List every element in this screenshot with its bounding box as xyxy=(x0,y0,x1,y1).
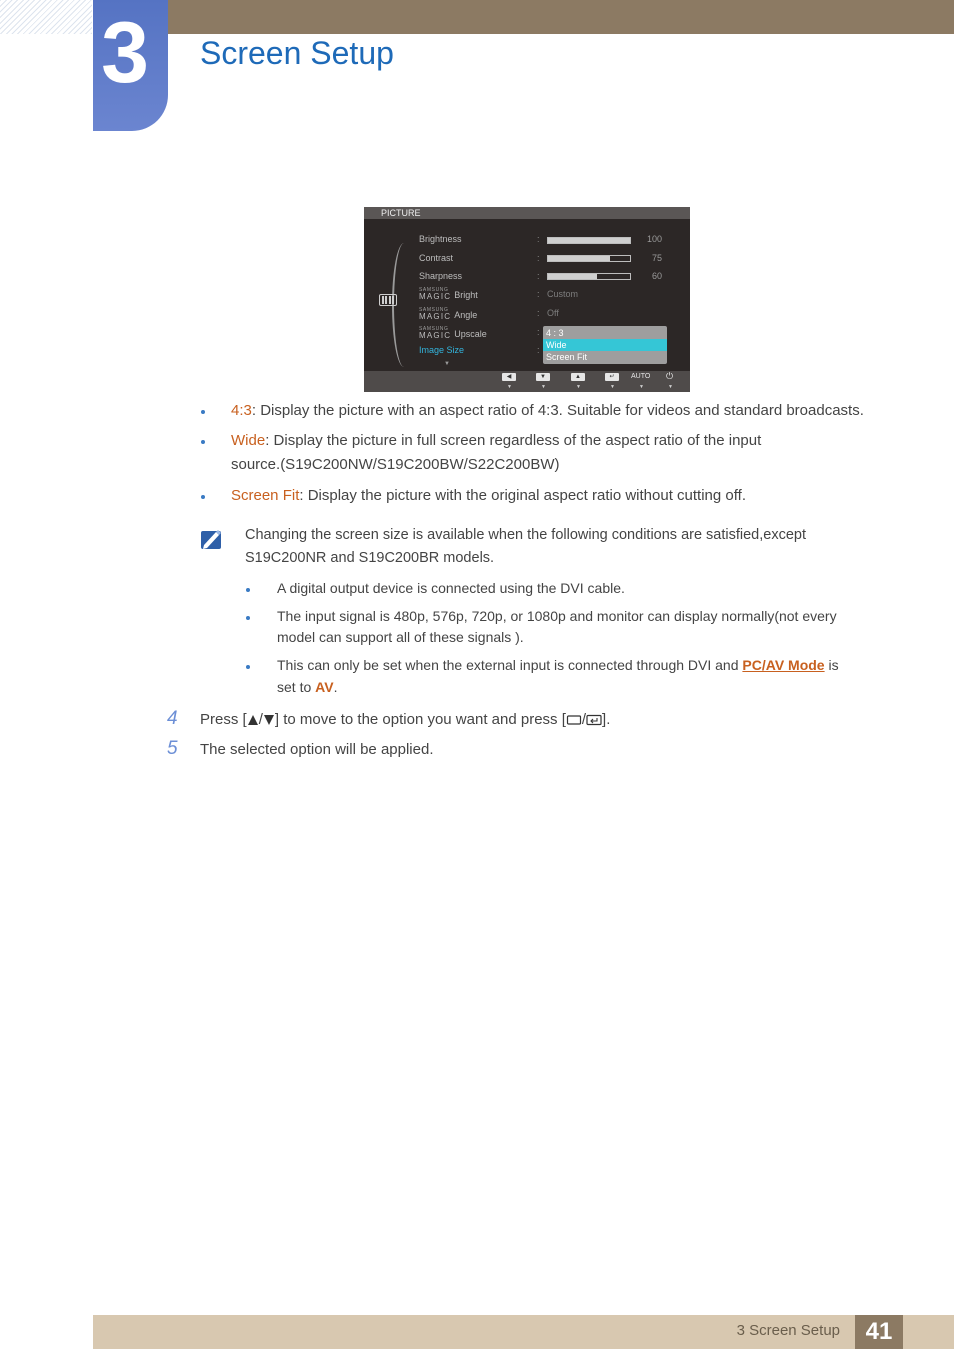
osd-item-image-size: Image Size xyxy=(419,345,465,355)
osd-colon: : xyxy=(537,234,540,244)
osd-colon: : xyxy=(537,253,540,263)
step-number-4: 4 xyxy=(167,708,178,729)
left-icon: ◀ xyxy=(502,373,516,381)
enter-icon: ↵ xyxy=(605,373,619,381)
note-line-1: Changing the screen size is available when the following conditions are satisfied,except xyxy=(245,527,806,543)
osd-value-magic-angle: Off xyxy=(547,308,559,318)
page-title: Screen Setup xyxy=(200,35,394,71)
note-item-pcav-line2: set to AV. xyxy=(277,679,338,695)
pc-av-mode-link[interactable]: PC/AV Mode xyxy=(742,657,825,673)
monitor-icon xyxy=(379,294,397,306)
osd-bar-brightness xyxy=(547,237,631,244)
bullet-screen-fit: Screen Fit: Display the picture with the original aspect ratio without cutting off. xyxy=(231,487,746,504)
osd-item-magic-angle: SAMSUNG MAGIC Angle xyxy=(419,307,478,321)
down-arrow-indicator: ▼ xyxy=(610,384,615,390)
chapter-number: 3 xyxy=(101,5,149,101)
down-arrow-indicator: ▼ xyxy=(639,384,644,390)
osd-value-contrast: 75 xyxy=(651,253,662,263)
power-icon: ⏻ xyxy=(666,371,674,381)
osd-bar-sharpness xyxy=(547,273,631,280)
down-triangle-icon xyxy=(263,714,275,726)
note-icon xyxy=(200,528,224,550)
auto-label: AUTO xyxy=(631,373,651,380)
up-triangle-icon xyxy=(247,714,259,726)
osd-colon: : xyxy=(537,345,540,355)
window-icon xyxy=(566,714,582,726)
scroll-down-icon: ▼ xyxy=(444,361,450,367)
header-bar xyxy=(168,0,954,34)
osd-item-contrast: Contrast xyxy=(419,253,454,263)
footer-section-label: 3 Screen Setup xyxy=(736,1322,840,1339)
down-arrow-indicator: ▼ xyxy=(668,384,673,390)
note-item-pcav: This can only be set when the external input is connected through DVI and PC/AV Mode is xyxy=(277,657,839,673)
term-wide: Wide xyxy=(231,432,266,449)
osd-bar-contrast xyxy=(547,255,631,262)
osd-option-screen-fit: Screen Fit xyxy=(546,352,588,362)
osd-colon: : xyxy=(537,308,540,318)
bullet-dot xyxy=(246,665,250,669)
term-4-3: 4:3 xyxy=(231,402,252,419)
bullet-dot xyxy=(246,588,250,592)
term-screen-fit: Screen Fit xyxy=(231,487,300,504)
down-arrow-indicator: ▼ xyxy=(576,384,581,390)
page-number: 41 xyxy=(855,1315,903,1349)
note-item-dvi: A digital output device is connected using the DVI cable. xyxy=(277,580,625,596)
osd-item-brightness: Brightness xyxy=(419,234,462,244)
bullet-dot xyxy=(246,616,250,620)
osd-menu-screenshot xyxy=(364,207,690,392)
osd-footer xyxy=(364,371,690,392)
osd-item-magic-bright: SAMSUNG MAGIC Bright xyxy=(419,287,478,301)
osd-value-sharpness: 60 xyxy=(651,271,662,281)
osd-item-magic-upscale: SAMSUNG MAGIC Upscale xyxy=(419,326,487,340)
note-item-signal: The input signal is 480p, 576p, 720p, or 1080p and monitor can display normally(not every xyxy=(277,608,837,624)
osd-value-magic-bright: Custom xyxy=(547,289,579,299)
step-5-text: The selected option will be applied. xyxy=(200,741,434,758)
osd-value-brightness: 100 xyxy=(646,234,662,244)
bullet-dot xyxy=(201,440,205,444)
bullet-dot xyxy=(201,410,205,414)
osd-option-wide: Wide xyxy=(543,339,667,351)
up-icon: ▲ xyxy=(571,373,585,381)
enter-key-icon xyxy=(586,714,602,726)
osd-colon: : xyxy=(537,289,540,299)
bullet-dot xyxy=(201,495,205,499)
bullet-wide-line2: source.(S19C200NW/S19C200BW/S22C200BW) xyxy=(231,456,560,473)
osd-header: PICTURE xyxy=(364,207,690,219)
osd-colon: : xyxy=(537,327,540,337)
bullet-4-3: 4:3: Display the picture with an aspect ratio of 4:3. Suitable for videos and standard broadcasts. xyxy=(231,402,864,419)
step-number-5: 5 xyxy=(167,738,178,759)
header-hatch-pattern xyxy=(0,0,92,34)
down-arrow-indicator: ▼ xyxy=(507,384,512,390)
bullet-wide: Wide: Display the picture in full screen regardless of the aspect ratio of the input xyxy=(231,432,762,449)
step-4-text: Press [ / ] to move to the option you want and press [ / ]. xyxy=(200,711,611,728)
down-arrow-indicator: ▼ xyxy=(541,384,546,390)
down-icon: ▼ xyxy=(536,373,550,381)
osd-colon: : xyxy=(537,271,540,281)
osd-image-size-dropdown xyxy=(543,326,667,364)
note-item-signal-line2: model can support all of these signals ). xyxy=(277,629,524,645)
av-term: AV xyxy=(315,679,334,695)
osd-item-sharpness: Sharpness xyxy=(419,271,463,281)
osd-option-4-3: 4 : 3 xyxy=(546,328,564,338)
note-line-2: S19C200NR and S19C200BR models. xyxy=(245,550,495,566)
chapter-tab xyxy=(93,0,168,131)
